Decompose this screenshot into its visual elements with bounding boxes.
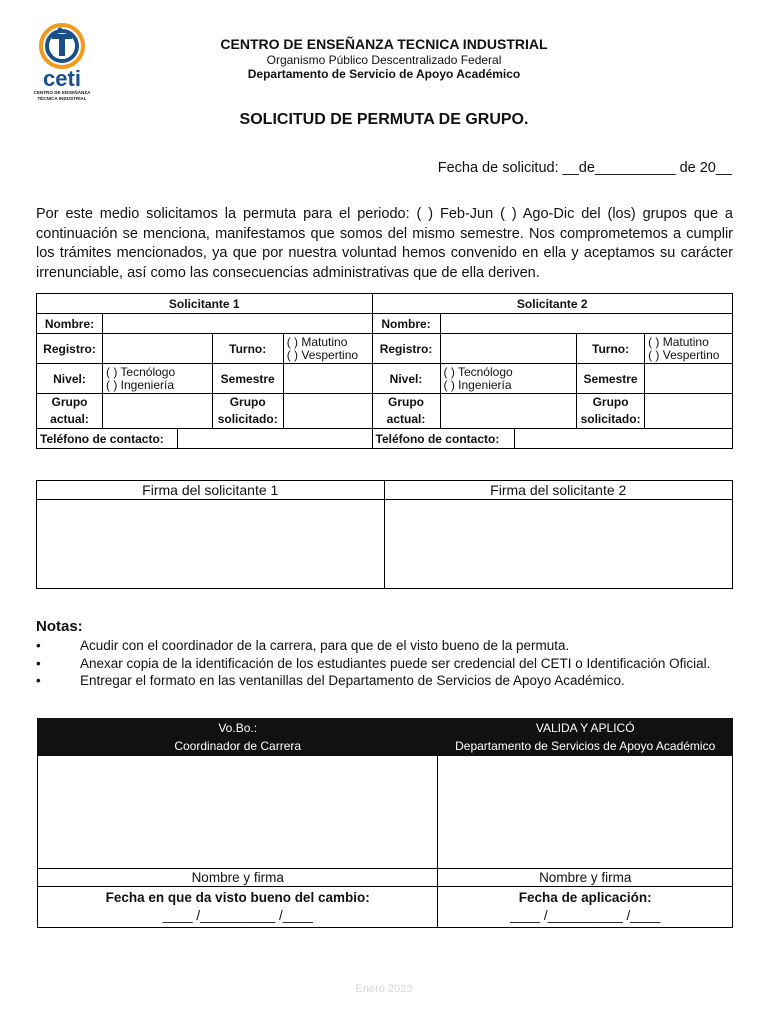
applicant-2-turno-options[interactable]: [645, 334, 733, 364]
signature-1-box[interactable]: [37, 500, 385, 589]
applicant-1-grupo-solicitado-label: [212, 394, 283, 429]
applicant-1-registro-field[interactable]: [102, 334, 212, 364]
intro-paragraph: Por este medio solicitamos la permuta para el periodo: ( ) Feb-Jun ( ) Ago-Dic del (los) grupos que a continuación se menciona, manifestamos que somos del mismo semestre. Nos comprometemos a cumplir los trámites mencionados, ya que por nuestra voluntad hemos convenido en ella y aceptamos su carácter irrenunciable, así como las consecuencias administrativas que de ella deriven.: [36, 206, 733, 281]
label-line: actual:: [50, 412, 89, 426]
footer-date: Enero 2023: [355, 983, 413, 995]
applicant-2-telefono-field[interactable]: [515, 429, 733, 449]
applicant-2-name-field[interactable]: [440, 314, 732, 334]
option-vespertino[interactable]: ( ) Vespertino: [648, 347, 720, 362]
institution-name: CENTRO DE ENSEÑANZA TECNICA INDUSTRIAL: [220, 36, 548, 52]
coordinator-date-blank[interactable]: ____ /__________ /____: [162, 908, 313, 923]
note-item: • Acudir con el coordinador de la carrera, para que de el visto bueno de la permuta.: [36, 637, 736, 655]
option-matutino[interactable]: ( ) Matutino: [648, 334, 709, 349]
option-ingenieria[interactable]: ( ) Ingeniería: [105, 377, 175, 392]
applicant-1-nivel-label: Nivel:: [37, 364, 103, 394]
option-ingenieria[interactable]: ( ) Ingeniería: [443, 377, 512, 392]
applicant-2-nivel-options[interactable]: [440, 364, 577, 394]
applicant-1-turno-label: Turno:: [212, 334, 283, 364]
applicant-2-semestre-label: Semestre: [577, 364, 645, 394]
header-line: Vo.Bo.:: [218, 721, 258, 735]
department-signature-box[interactable]: [438, 756, 733, 869]
label-line: solicitado:: [217, 412, 278, 426]
applicant-2-grupo-solicitado-label: [577, 394, 645, 429]
department-date-cell[interactable]: [438, 887, 733, 928]
institution-subtitle: Organismo Público Descentralizado Federal: [266, 53, 502, 67]
applicant-1-nivel-options[interactable]: [102, 364, 212, 394]
applicant-1-grupo-solicitado-field[interactable]: [283, 394, 372, 429]
department-header: [438, 719, 733, 756]
applicant-1-registro-label: Registro:: [37, 334, 103, 364]
logo-wordmark: ceti: [43, 66, 81, 91]
applicant-1-grupo-actual-label: [37, 394, 103, 429]
applicant-2-registro-label: Registro:: [372, 334, 440, 364]
logo-subtext-2: TÉCNICA INDUSTRIAL: [37, 96, 87, 101]
signature-2-box[interactable]: [384, 500, 733, 589]
notes-section: [36, 618, 736, 690]
applicant-1-name-label: Nombre:: [37, 314, 103, 334]
option-tecnologo[interactable]: ( ) Tecnólogo: [443, 364, 513, 379]
option-matutino[interactable]: ( ) Matutino: [286, 334, 348, 349]
applicant-2-semestre-field[interactable]: [645, 364, 733, 394]
applicant-1-telefono-field[interactable]: [177, 429, 372, 449]
header-line: Coordinador de Carrera: [174, 739, 302, 753]
note-item: • Entregar el formato en las ventanillas del Departamento de Servicios de Apoyo Académico.: [36, 672, 736, 690]
document-header: [150, 36, 618, 82]
signature-1-label: Firma del solicitante 1: [37, 481, 385, 500]
label-line: Grupo: [51, 395, 88, 409]
label-line: Grupo: [229, 395, 266, 409]
applicant-2-turno-label: Turno:: [577, 334, 645, 364]
signatures-table: [36, 480, 733, 589]
applicant-2-grupo-actual-label: [372, 394, 440, 429]
label-line: Grupo: [592, 395, 629, 409]
department-date-label: Fecha de aplicación:: [518, 890, 652, 905]
applicant-2-grupo-actual-field[interactable]: [440, 394, 577, 429]
applicant-1-turno-options[interactable]: [283, 334, 372, 364]
applicant-1-semestre-field[interactable]: [283, 364, 372, 394]
applicant-1-telefono-label: Teléfono de contacto:: [37, 429, 178, 449]
notes-list: [36, 637, 736, 690]
department-name-label: Nombre y firma: [438, 869, 733, 887]
notes-title: Notas:: [36, 618, 83, 635]
label-line: Grupo: [388, 395, 425, 409]
applicant-2-name-label: Nombre:: [372, 314, 440, 334]
label-line: actual:: [386, 412, 426, 426]
applicant-2-grupo-solicitado-field[interactable]: [645, 394, 733, 429]
department-date-blank[interactable]: ____ /__________ /____: [510, 908, 661, 923]
coordinator-signature-box[interactable]: [38, 756, 438, 869]
applicants-table: [36, 293, 733, 449]
option-vespertino[interactable]: ( ) Vespertino: [286, 347, 359, 362]
signature-2-label: Firma del solicitante 2: [384, 481, 733, 500]
approval-table: [37, 718, 733, 928]
label-line: solicitado:: [580, 412, 641, 426]
header-line: VALIDA Y APLICÓ: [535, 721, 635, 735]
option-tecnologo[interactable]: ( ) Tecnólogo: [105, 364, 176, 379]
applicant-2-nivel-label: Nivel:: [372, 364, 440, 394]
coordinator-header: [38, 719, 438, 756]
coordinator-name-label: Nombre y firma: [38, 869, 438, 887]
applicant-1-grupo-actual-field[interactable]: [102, 394, 212, 429]
ceti-logo: [30, 22, 94, 104]
document-title: SOLICITUD DE PERMUTA DE GRUPO.: [239, 111, 529, 128]
applicant-1-semestre-label: Semestre: [212, 364, 283, 394]
applicant-2-telefono-label: Teléfono de contacto:: [372, 429, 515, 449]
note-item: • Anexar copia de la identificación de los estudiantes puede ser credencial del CETI o Identificación Oficial.: [36, 655, 736, 673]
applicant-2-header: Solicitante 2: [372, 294, 732, 314]
header-line: Departamento de Servicios de Apoyo Académico: [455, 739, 716, 753]
coordinator-date-label: Fecha en que da visto bueno del cambio:: [105, 890, 370, 905]
applicant-2-registro-field[interactable]: [440, 334, 577, 364]
applicant-1-header: Solicitante 1: [37, 294, 373, 314]
coordinator-date-cell[interactable]: [38, 887, 438, 928]
department-name: Departamento de Servicio de Apoyo Académico: [247, 67, 521, 81]
logo-subtext-1: CENTRO DE ENSEÑANZA: [33, 90, 91, 95]
request-date[interactable]: Fecha de solicitud: __de__________ de 20__: [437, 160, 732, 176]
applicant-1-name-field[interactable]: [102, 314, 372, 334]
